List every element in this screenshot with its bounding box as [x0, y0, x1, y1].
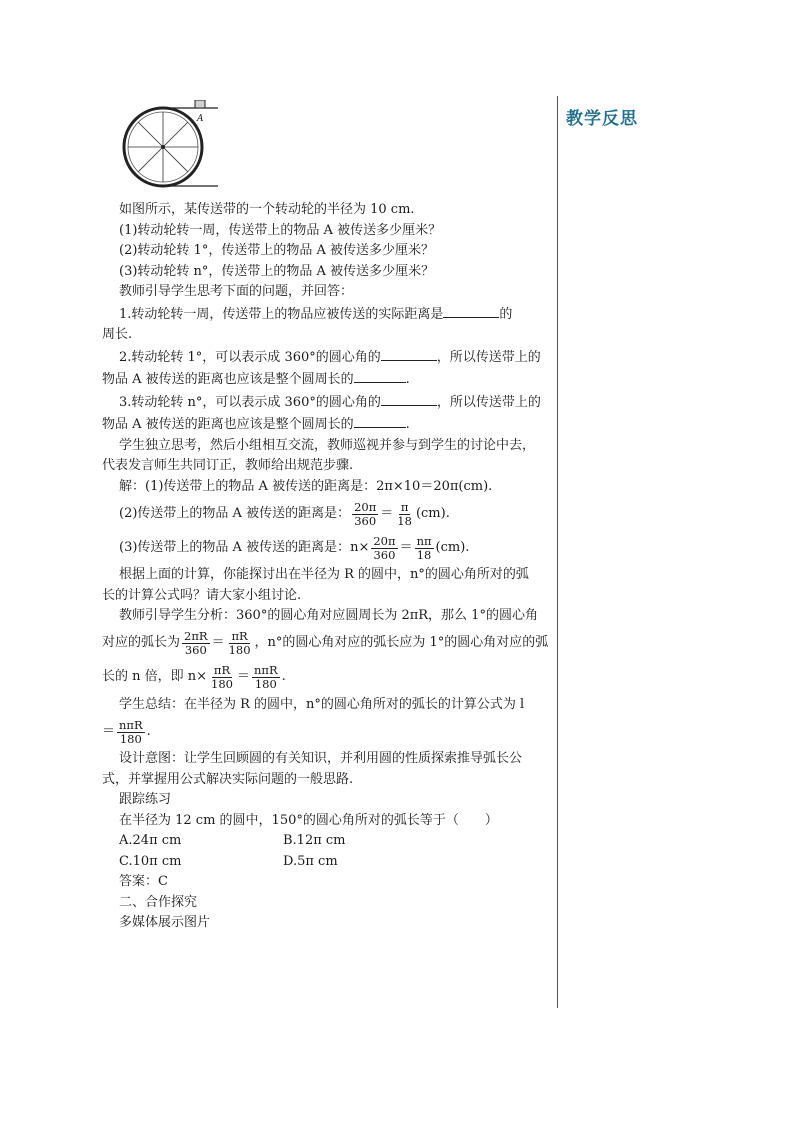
design-line-2: 式，并掌握用公式解决实际问题的一般思路. — [102, 771, 354, 787]
fraction: $\frac{n\pi}{18}$ — [416, 533, 432, 562]
option-d: D.5π cm — [283, 853, 338, 869]
fraction: $\frac{\text{nπR}}{180}$ — [254, 663, 278, 691]
guide-item-1: 1.转动轮转一周，传送带上的物品应被传送的实际距离是 的 — [102, 303, 552, 326]
solution-1: 解：(1)传送带上的物品 A 被传送的距离是：2π×10＝20π(cm). — [119, 478, 493, 494]
design-line-1: 设计意图：让学生回顾圆的有关知识，并利用圆的性质探索推导弧长公 — [119, 751, 523, 766]
point-a-label: A — [197, 114, 204, 124]
analysis-line-2: 对应的弧长为 $\frac{2\pi R}{360}$ ＝ $\frac{\pi R}{180}$ ，n°的圆心角对应的弧长应为 1°的圆心角对应的弧 — [102, 629, 549, 657]
guide-item-2-cont: 物品 A 被传送的距离也应该是整个圆周长的 . — [102, 368, 552, 391]
calc-line-1: 根据上面的计算，你能探讨出在半径为 R 的圆中，n°的圆心角所对的弧 — [119, 567, 529, 582]
question-3: (3)转动轮转 n°，传送带上的物品 A 被传送多少厘米？ — [119, 263, 435, 279]
options-row-1 — [102, 831, 552, 852]
summary-line-1: 学生总结：在半径为 R 的圆中，n°的圆心角所对的弧长的计算公式为 l — [119, 696, 525, 712]
section-heading-2: 二、合作探究 — [119, 894, 198, 910]
guide-line: 教师引导学生思考下面的问题，并回答： — [119, 284, 354, 299]
option-c: C.10π cm — [119, 853, 182, 869]
discussion-line-2: 代表发言师生共同订正，教师给出规范步骤. — [102, 458, 354, 473]
question-2: (2)转动轮转 1°，传送带上的物品 A 被传送多少厘米？ — [119, 243, 434, 258]
answer-line: 答案：C — [119, 874, 168, 889]
summary-line-2: ＝ $\frac{\text{nπR}}{180}$ . — [102, 717, 151, 746]
guide-item-3-cont: 物品 A 被传送的距离也应该是整个圆周长的 . — [102, 413, 552, 436]
discussion-line-1: 学生独立思考，然后小组相互交流，教师巡视并参与到学生的讨论中去， — [119, 437, 536, 453]
fraction: $\frac{2\pi R}{360}$ — [184, 629, 208, 657]
fraction: $\frac{\pi R}{180}$ — [228, 629, 251, 657]
option-b: B.12π cm — [283, 833, 346, 848]
exercise-question: 在半径为 12 cm 的圆中，150°的圆心角所对的弧长等于（ ） — [119, 812, 498, 828]
fraction: $\frac{\pi R}{180}$ — [211, 663, 233, 691]
intro-line: 如图所示，某传送带的一个转动轮的半径为 10 cm. — [119, 202, 415, 217]
guide-item-1-cont: 周长. — [102, 327, 133, 342]
calc-line-2: 长的计算公式吗？请大家小组讨论. — [102, 587, 302, 603]
answer-blank — [381, 346, 437, 361]
fraction: $\frac{20\pi}{360}$ — [373, 533, 396, 562]
guide-item-2: 2.转动轮转 1°，可以表示成 360°的圆心角的 ，所以传送带上的 — [102, 346, 552, 369]
fraction: $\frac{\text{nπR}}{180}$ — [119, 717, 143, 746]
answer-blank — [354, 368, 406, 383]
media-line: 多媒体展示图片 — [119, 915, 211, 930]
answer-blank — [443, 303, 499, 318]
solution-2: (2)传送带上的物品 A 被传送的距离是： $\frac{20\pi}{360}$ ＝ $\frac{\pi}{18}$ (cm). — [119, 499, 450, 528]
solution-3: (3)传送带上的物品 A 被传送的距离是：n× $\frac{20\pi}{360}$ ＝ $\frac{n\pi}{18}$ (cm). — [119, 533, 470, 562]
option-a: A.24π cm — [119, 833, 182, 848]
side-title: 教学反思 — [566, 109, 638, 129]
options-row-2 — [102, 852, 552, 873]
answer-blank — [381, 391, 437, 406]
analysis-line-1: 教师引导学生分析：360°的圆心角对应圆周长为 2πR，那么 1°的圆心角 — [119, 608, 538, 623]
tracking-heading: 跟踪练习 — [119, 792, 172, 807]
analysis-line-3: 长的 n 倍，即 n× $\frac{\pi R}{180}$ ＝ $\frac{\text{nπR}}{180}$ . — [102, 663, 286, 691]
column-divider — [557, 96, 558, 1008]
fraction: $\frac{20\pi}{360}$ — [354, 499, 377, 528]
question-1: (1)转动轮转一周，传送带上的物品 A 被传送多少厘米？ — [119, 222, 442, 238]
answer-blank — [354, 413, 406, 428]
guide-item-3: 3.转动轮转 n°，可以表示成 360°的圆心角的 ，所以传送带上的 — [102, 391, 552, 414]
conveyor-wheel-figure — [118, 100, 228, 192]
lesson-content — [102, 200, 552, 934]
fraction: $\frac{\pi}{18}$ — [397, 499, 412, 528]
